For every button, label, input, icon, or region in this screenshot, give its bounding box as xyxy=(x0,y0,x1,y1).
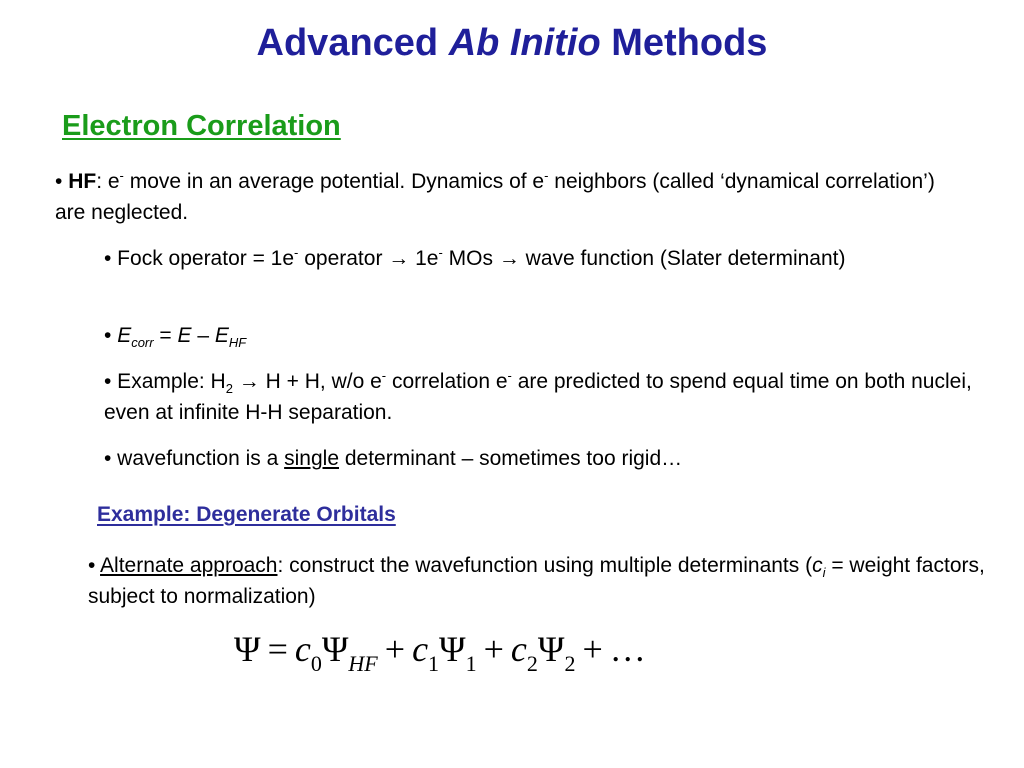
coefficient-subscript: i xyxy=(822,565,826,581)
hf-text-3: neighbors (called ‘dynamical correlation’) are neglected. xyxy=(55,170,935,224)
fock-text-3: MOs → wave function (Slater determinant) xyxy=(442,247,846,270)
energy-symbol: E xyxy=(117,324,132,347)
example-text-1: • Example: H xyxy=(104,370,226,393)
electron-charge-superscript: - xyxy=(438,245,443,260)
bullet-dot: • xyxy=(88,554,101,577)
section-heading: Electron Correlation xyxy=(62,110,341,142)
plus-sign: + xyxy=(582,629,603,669)
fock-text-1: • Fock operator = 1e xyxy=(104,247,295,270)
title-suffix: Methods xyxy=(600,22,768,64)
electron-charge-superscript: - xyxy=(294,245,299,260)
slide-title xyxy=(0,22,1024,65)
hf-term: HF xyxy=(68,170,97,193)
degenerate-orbitals-heading: Example: Degenerate Orbitals xyxy=(97,503,396,526)
bullet-h2-example xyxy=(104,366,984,428)
electron-charge-superscript: - xyxy=(507,368,512,383)
equals-sign: = xyxy=(153,324,178,347)
hf-subscript: HF xyxy=(228,335,247,351)
psi-symbol: Ψ xyxy=(321,629,349,669)
subscript-2: 2 xyxy=(526,651,538,676)
title-prefix: Advanced xyxy=(256,22,449,64)
subscript-0: 0 xyxy=(310,651,322,676)
psi-symbol: Ψ xyxy=(439,629,466,669)
ellipsis: … xyxy=(609,629,646,669)
psi-symbol: Ψ xyxy=(234,629,261,669)
subscript-hf: HF xyxy=(348,651,378,676)
electron-charge-superscript: - xyxy=(381,368,387,383)
coefficient-c: c xyxy=(510,629,527,669)
coefficient-c: c xyxy=(412,629,429,669)
hf-text-1: : e xyxy=(96,170,120,193)
plus-sign: + xyxy=(483,629,504,669)
minus-sign: – xyxy=(191,324,215,347)
wavefunction-text-1: • wavefunction is a xyxy=(104,447,285,470)
plus-sign: + xyxy=(384,629,406,669)
psi-symbol: Ψ xyxy=(537,629,565,669)
electron-charge-superscript: - xyxy=(544,168,549,183)
title-italic: Ab Initio xyxy=(448,22,601,64)
subscript-2: 2 xyxy=(564,651,576,676)
coefficient-c: c xyxy=(294,629,311,669)
bullet-fock-operator xyxy=(104,243,964,274)
hf-text-2: move in an average potential. Dynamics of e xyxy=(123,170,545,193)
bullet-single-determinant xyxy=(104,443,964,474)
subscript-1: 1 xyxy=(428,651,440,676)
single-underlined: single xyxy=(284,447,339,470)
bullet-correlation-energy xyxy=(104,320,704,351)
example-text-3: correlation e xyxy=(386,370,508,393)
bullet-hf xyxy=(55,166,935,228)
bullet-dot: • xyxy=(104,324,118,347)
electron-charge-superscript: - xyxy=(119,168,124,183)
fock-text-2: operator → 1e xyxy=(298,247,439,270)
wavefunction-equation xyxy=(234,628,704,684)
h2-subscript: 2 xyxy=(225,381,233,397)
energy-symbol: E xyxy=(177,324,192,347)
energy-symbol: E xyxy=(214,324,229,347)
corr-subscript: corr xyxy=(131,335,154,351)
example-text-2: → H + H, w/o e xyxy=(232,370,382,393)
equals-sign: = xyxy=(267,629,288,669)
bullet-dot: • xyxy=(55,170,69,193)
alternate-text-2: = weight factors, subject to normalization) xyxy=(88,554,985,608)
coefficient-symbol: c xyxy=(812,554,823,577)
alternate-text-1: : construct the wavefunction using multiple determinants ( xyxy=(277,554,813,577)
wavefunction-text-2: determinant – sometimes too rigid… xyxy=(339,447,683,470)
example-text-4: are predicted to spend equal time on both nuclei, even at infinite H-H separation. xyxy=(104,370,972,424)
bullet-alternate-approach xyxy=(88,550,988,612)
alternate-approach-underlined: Alternate approach xyxy=(100,554,278,577)
subscript-1: 1 xyxy=(465,651,477,676)
